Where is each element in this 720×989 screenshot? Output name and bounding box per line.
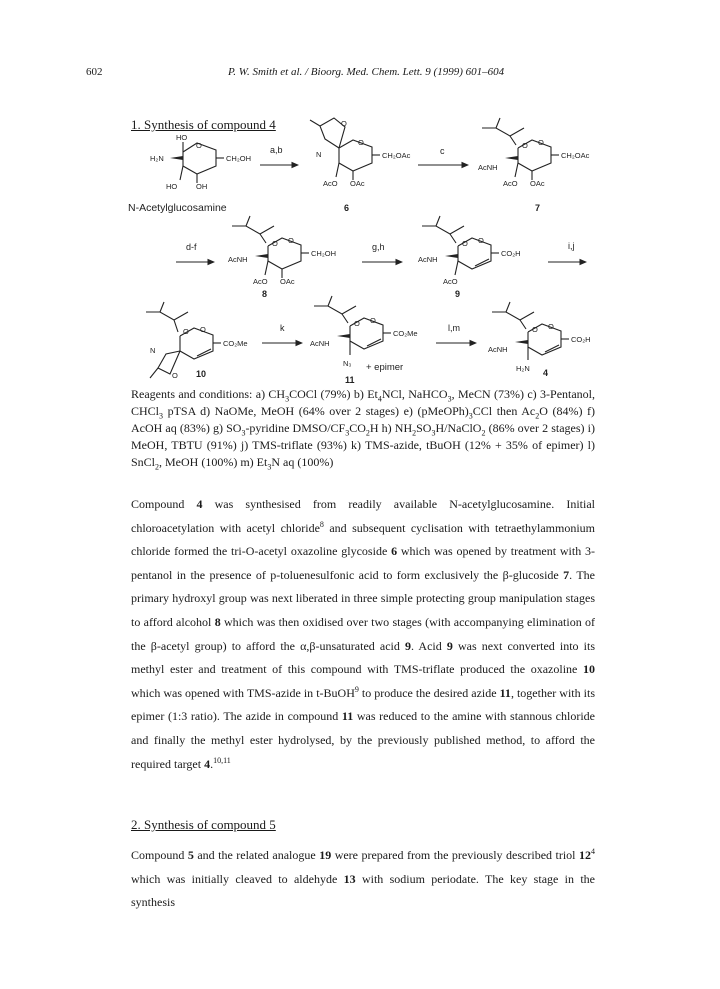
compound-number-10: 10 <box>196 369 207 379</box>
label-ho-bottom: HO <box>166 182 178 191</box>
label-ring-o: O <box>196 141 202 150</box>
step-label-k: k <box>280 323 285 333</box>
label-acnh-11: AcNH <box>310 339 330 348</box>
label-oh: OH <box>196 182 208 191</box>
label-aco-6: AcO <box>323 179 338 188</box>
step-label-df: d-f <box>186 242 197 252</box>
label-oxazoline-o-10: O <box>172 371 178 380</box>
label-ring-o-6: O <box>358 138 364 147</box>
step-label-gh: g,h <box>372 242 385 252</box>
label-n-10: N <box>150 346 156 355</box>
label-ring-o-9: O <box>478 236 484 245</box>
label-oxazoline-o-6: O <box>341 119 347 128</box>
label-aco-7: AcO <box>503 179 518 188</box>
compound-number-7: 7 <box>535 203 541 213</box>
step-label-ab: a,b <box>270 145 283 155</box>
reagents-and-conditions: Reagents and conditions: a) $CH_3COCl$ (79%) b) $Et_4NCl$, NaHCO$_3$, MeCN (73%) c) 3-Pentanol, CHCl$_3$ pTSA d) NaOMe, MeOH (64% over 2 stages) e) $(pMeOPh)_3CCl$ then $Ac_2O$ (84%) f) AcOH aq (83%) g) $SO_3$-pyridine DMSO/$CF_3CO_2H$ h) $NH_2SO_3H/NaClO_2$ (86% over 2 stages) i) MeOH, TBTU (91%) j) TMS-triflate (93%) k) TMS-azide, tBuOH (12% + 35% of epimer) l) SnCl$_2$, MeOH (100%) m) $Et_3N$ aq (100%) <box>131 387 596 472</box>
label-aco-8: AcO <box>253 277 268 286</box>
label-acnh-8: AcNH <box>228 255 248 264</box>
structure-n-acetylglucosamine <box>128 133 251 214</box>
label-ch2oac-6: CH₂OAc <box>382 151 411 160</box>
label-o-8a: O <box>272 239 278 248</box>
structure-compound-9 <box>418 216 521 299</box>
page-number: 602 <box>86 66 103 78</box>
label-ring-o-8: O <box>288 236 294 245</box>
label-o-11a: O <box>354 319 360 328</box>
label-o-4a: O <box>532 325 538 334</box>
label-ring-o-4: O <box>548 322 554 331</box>
label-oac-6: OAc <box>350 179 365 188</box>
structure-compound-4 <box>488 302 591 378</box>
label-co2me-10: CO₂Me <box>223 339 248 348</box>
label-co2h-9: CO₂H <box>501 249 521 258</box>
label-co2me-11: CO₂Me <box>393 329 418 338</box>
label-o-9a: O <box>462 239 468 248</box>
compound-number-8: 8 <box>262 289 268 299</box>
structure-compound-10 <box>146 302 248 380</box>
body-paragraph-1: Compound 4 was synthesised from readily available N-acetylglucosamine. Initial chloroacetylation with acetyl chloride$^8$ and subsequent cyclisation with tetraethylammonium chloride formed the tri-O-acetyl oxazoline glycoside 6 which was opened by treatment with 3-pentanol in the presence of p-toluenesulfonic acid to form exclusively the β-glucoside 7. The primary hydroxyl group was next liberated in three simple protecting group manipulation stages to afford alcohol 8 which was then oxidised over two stages (with accompanying elimination of the β-acetyl group) to afford the α,β-unsaturated acid 9. Acid 9 was next converted into its methyl ester and treatment of this compound with TMS-triflate produced the oxazoline 10 which was opened with TMS-azide in t-BuOH$^9$ to produce the desired azide 11, together with its epimer (1:3 ratio). The azide in compound 11 was reduced to the amine with stannous chloride and finally the methyl ester hydrolysed, by the previously published method, to afford the required target 4.$^{10,11}$ <box>131 497 596 771</box>
section-heading-2: 2. Synthesis of compound 5 <box>131 817 276 832</box>
label-ring-o-11: O <box>370 316 376 325</box>
structure-compound-8 <box>228 216 336 299</box>
running-head: P. W. Smith et al. / Bioorg. Med. Chem. Lett. 9 (1999) 601–604 <box>228 66 505 78</box>
label-n3-11: N₃ <box>343 359 352 368</box>
step-label-lm: l,m <box>448 323 460 333</box>
label-o-10a: O <box>183 327 189 336</box>
compound-number-9: 9 <box>455 289 461 299</box>
compound-number-11: 11 <box>345 375 355 385</box>
label-co2h-4: CO₂H <box>571 335 591 344</box>
label-ch2oac-7: CH₂OAc <box>561 151 590 160</box>
label-acnh-4: AcNH <box>488 345 508 354</box>
label-ring-o-7: O <box>538 138 544 147</box>
label-acnh-7: AcNH <box>478 163 498 172</box>
label-ch2oh-8: CH₂OH <box>311 249 336 258</box>
label-h2n-4: H₂N <box>516 364 530 373</box>
body-paragraph-2: Compound 5 and the related analogue 19 were prepared from the previously described triol $12^4$ which was initially cleaved to aldehyde 13 with sodium periodate. The key stage in the synthesis <box>131 847 596 910</box>
structure-compound-7 <box>478 118 590 213</box>
label-h2n: H₂N <box>150 154 164 163</box>
label-ho-top: HO <box>176 133 188 142</box>
label-aco-9: AcO <box>443 277 458 286</box>
label-ch2oh-1: CH₂OH <box>226 154 251 163</box>
structure-compound-6 <box>310 118 411 213</box>
label-ring-o-10: O <box>200 325 206 334</box>
label-n-6: N <box>316 150 322 159</box>
compound-number-4: 4 <box>543 368 549 378</box>
compound-name-start: N-Acetylglucosamine <box>128 202 227 214</box>
section-heading-1: 1. Synthesis of compound 4 <box>131 117 276 132</box>
label-oac-7: OAc <box>530 179 545 188</box>
step-label-c: c <box>440 146 445 156</box>
step-label-ij: i,j <box>568 241 575 251</box>
structure-compound-11 <box>310 296 418 385</box>
label-oac-8: OAc <box>280 277 295 286</box>
compound-number-6: 6 <box>344 203 350 213</box>
label-o-7a: O <box>522 141 528 150</box>
label-acnh-9: AcNH <box>418 255 438 264</box>
epimer-note: + epimer <box>366 362 404 373</box>
